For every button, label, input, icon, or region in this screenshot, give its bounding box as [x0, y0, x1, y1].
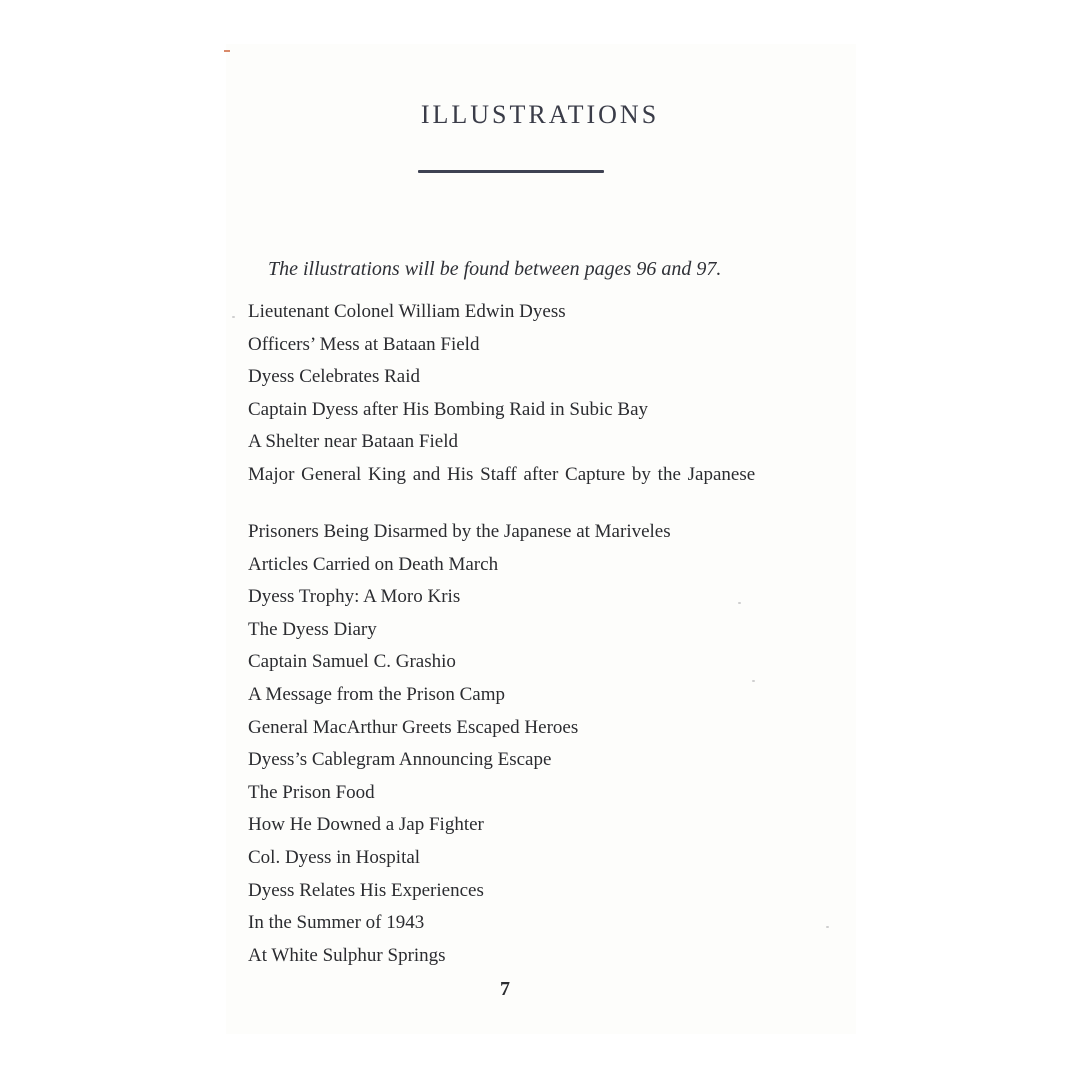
list-item: Captain Samuel C. Grashio [248, 651, 456, 673]
list-item: General MacArthur Greets Escaped Heroes [248, 716, 579, 738]
list-item: A Shelter near Bataan Field [248, 431, 458, 453]
intro-note: The illustrations will be found between pages 96 and 97. [268, 258, 722, 280]
paper-speck [232, 316, 235, 318]
list-item: In the Summer of 1943 [248, 912, 425, 934]
corner-mark [224, 50, 230, 52]
list-item: Articles Carried on Death March [248, 553, 499, 575]
list-item: Lieutenant Colonel William Edwin Dyess [248, 301, 566, 322]
list-item: At White Sulphur Springs [248, 944, 446, 966]
list-item: Major General King and His Staff after Capture by the Japanese [248, 463, 756, 485]
paper-speck [752, 680, 755, 682]
list-item: The Dyess Diary [248, 618, 377, 640]
list-item: Dyess’s Cablegram Announcing Escape [248, 749, 552, 771]
list-item: Dyess Trophy: A Moro Kris [248, 586, 461, 608]
list-item: Officers’ Mess at Bataan Field [248, 333, 480, 355]
title-rule [418, 170, 604, 173]
list-item: How He Downed a Jap Fighter [248, 814, 484, 836]
page-title: ILLUSTRATIONS [420, 100, 660, 129]
list-item: Prisoners Being Disarmed by the Japanese at Mariveles [248, 520, 671, 542]
list-item: Dyess Celebrates Raid [248, 366, 421, 388]
page-number: 7 [500, 978, 510, 1000]
list-item: The Prison Food [248, 781, 375, 803]
paper-speck [738, 602, 741, 604]
list-item: A Message from the Prison Camp [248, 683, 506, 705]
list-item: Col. Dyess in Hospital [248, 846, 421, 868]
paper-speck [826, 926, 829, 928]
illustrations-list [248, 298, 778, 974]
list-item: Dyess Relates His Experiences [248, 879, 484, 901]
list-item: Captain Dyess after His Bombing Raid in Subic Bay [248, 398, 649, 420]
